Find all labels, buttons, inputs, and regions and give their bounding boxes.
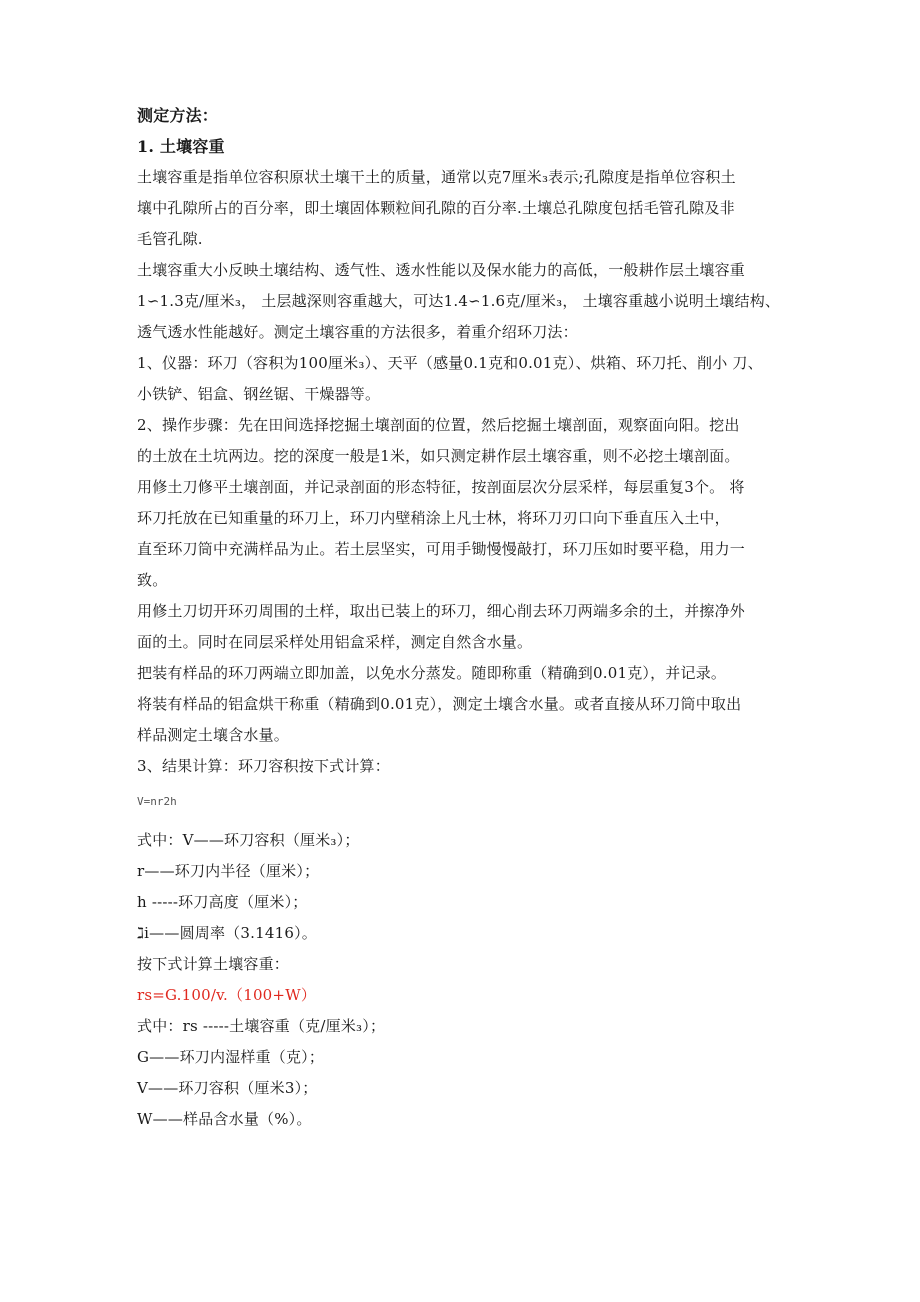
text-line: 1∽1.3克/厘米₃， 土层越深则容重越大，可达1.4∽1.6克/厘米₃， 土壤容重越小说明土壤结构、 [137,292,781,310]
formula-volume-legend [137,825,797,949]
text-line: 用修土刀修平土壤剖面，并记录剖面的形态特征，按剖面层次分层采样，每层重复3个。 将 [137,478,745,496]
text-line: 把装有样品的环刀两端立即加盖，以免水分蒸发。随即称重（精确到0.01克），并记录。 [137,664,727,682]
section-title: 测定方法： [137,106,219,125]
text-line: 致。 [137,571,168,589]
text-line: 直至环刀筒中充满样品为止。若土层坚实，可用手锄慢慢敲打，环刀压如时要平稳，用力一 [137,540,746,558]
text-line: 小铁铲、铝盒、钢丝锯、干燥器等。 [137,385,381,403]
text-line: 壤中孔隙所占的百分率，即土壤固体颗粒间孔隙的百分率.土壤总孔隙度包括毛管孔隙及非 [137,199,735,217]
legend-line: r——环刀内半径（厘米）； [137,862,320,880]
text-line: 用修土刀切开环刃周围的土样，取出已装上的环刀，细心削去环刀两端多余的土，并擦净外 [137,602,746,620]
text-line: 2、操作步骤：先在田间选择挖掘土壤剖面的位置，然后挖掘土壤剖面，观察面向阳。挖出 [137,416,740,434]
legend-line: V——环刀容积（厘米3）； [137,1079,318,1097]
formula-bulk-density: rs=G.100/v.（100+W） [137,986,317,1004]
step-instruments [137,348,797,410]
formula-volume: V=nr2h [137,795,177,808]
text-line: 土壤容重是指单位容积原状土壤干土的质量，通常以克7厘米₃表示;孔隙度是指单位容积土 [137,168,736,186]
legend-line: 式中：rs -----土壤容重（克/厘米₃）； [137,1017,386,1035]
text-line: 将装有样品的铝盒烘干称重（精确到0.01克），测定土壤含水量。或者直接从环刀筒中取出 [137,695,742,713]
subsection-title: 1. 土壤容重 [137,137,225,156]
legend-line: G——环刀内湿样重（克）； [137,1048,325,1066]
legend-line: W——样品含水量（%）。 [137,1110,312,1128]
step-calculation: 3、结果计算：环刀容积按下式计算： [137,757,390,775]
formula-bulk-density-legend [137,1011,797,1135]
text-line: 样品测定土壤含水量。 [137,726,290,744]
step-procedure [137,410,797,751]
text-line: 土壤容重大小反映土壤结构、透气性、透水性能以及保水能力的高低，一般耕作层土壤容重 [137,261,746,279]
text-line: 1、仪器：环刀（容积为100厘米₃）、天平（感量0.1克和0.01克）、烘箱、环刀托、削小 刀、 [137,354,763,372]
document-body [137,100,797,1135]
legend-line: ℷi——圆周率（3.1416）。 [137,924,317,942]
legend-line: 式中：V——环刀容积（厘米₃）； [137,831,360,849]
paragraph-definition [137,162,797,255]
text-line: 环刀托放在已知重量的环刀上，环刀内壁稍涂上凡士林，将环刀刃口向下垂直压入土中， [137,509,730,527]
paragraph-significance [137,255,797,348]
text-line: 透气透水性能越好。测定土壤容重的方法很多，着重介绍环刀法： [137,323,578,341]
text-line: 的土放在土坑两边。挖的深度一般是1米，如只测定耕作层土壤容重，则不必挖土壤剖面。 [137,447,740,465]
legend-line: h -----环刀高度（厘米）； [137,893,308,911]
text-line: 毛管孔隙. [137,230,203,248]
text-line: 面的土。同时在同层采样处用铝盒采样，测定自然含水量。 [137,633,533,651]
formula-bulk-density-intro: 按下式计算土壤容重： [137,955,290,973]
